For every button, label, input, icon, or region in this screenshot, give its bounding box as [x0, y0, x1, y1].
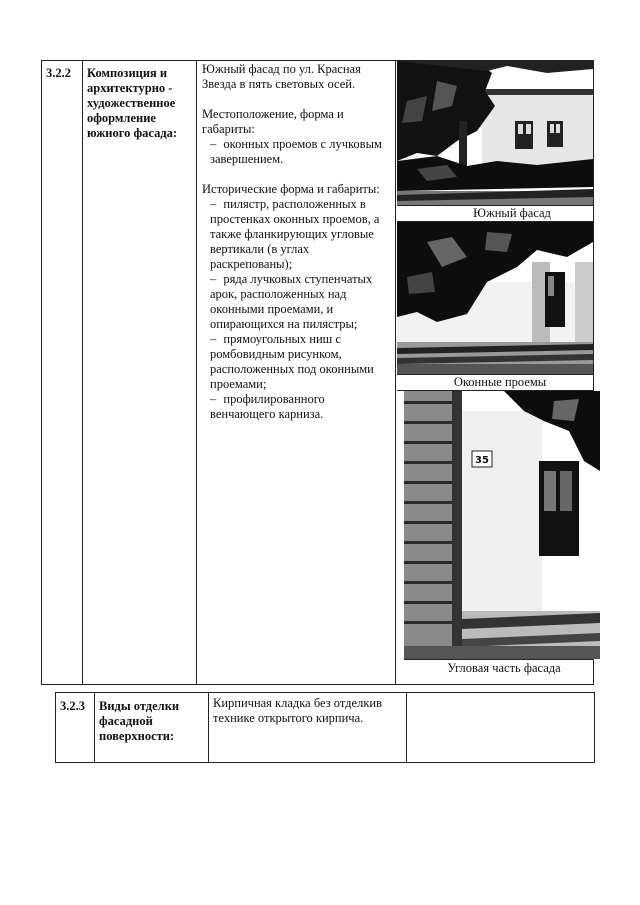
dash-marker: – — [210, 197, 217, 211]
list-item-text: ряда лучковых ступенчатых арок, расположенных над оконными проемами, и опирающихся на пилястры; — [210, 272, 373, 331]
row-description — [202, 62, 392, 422]
row-heading: Виды отделки фасадной поверхности: — [99, 699, 180, 743]
column-divider — [406, 692, 407, 763]
list-item — [202, 392, 392, 422]
corner-photo-icon — [404, 391, 600, 659]
list-item — [202, 272, 392, 332]
group1-title: Местоположение, форма и габариты: — [202, 107, 344, 136]
photo-caption: Угловая часть фасада — [447, 661, 561, 675]
list-item-text: прямоугольных ниш с ромбовидным рисунком, расположенных под оконными проемами; — [210, 332, 374, 391]
column-divider — [94, 692, 95, 763]
photo-caption: Южный фасад — [473, 206, 551, 220]
list-item-text: оконных проемов с лучковым завершением. — [210, 137, 382, 166]
list-item — [202, 197, 392, 272]
column-divider — [82, 60, 83, 685]
group1-list — [202, 137, 392, 167]
building-photo-icon — [397, 61, 593, 205]
svg-text:35: 35 — [475, 455, 489, 466]
photo-caption: Оконные проемы — [453, 375, 547, 389]
row-heading: Композиция и архитектурно - художественное оформление южного фасада: — [87, 66, 178, 140]
row-number: 3.2.2 — [46, 66, 71, 80]
list-item — [202, 332, 392, 392]
dash-marker: – — [210, 392, 217, 406]
intro-text: Южный фасад по ул. Красная Звезда в пять световых осей. — [202, 62, 361, 91]
window-photo-icon — [397, 222, 593, 374]
dash-marker: – — [210, 332, 217, 346]
group2-list — [202, 197, 392, 422]
dash-marker: – — [210, 272, 217, 286]
list-item — [202, 137, 392, 167]
list-item-text: профилированного венчающего карниза. — [210, 392, 325, 421]
column-divider — [208, 692, 209, 763]
column-divider — [395, 60, 396, 685]
group2-title: Исторические форма и габариты: — [202, 182, 380, 196]
row-number: 3.2.3 — [60, 699, 85, 713]
column-divider — [196, 60, 197, 685]
dash-marker: – — [210, 137, 217, 151]
list-item-text: пилястр, расположенных в простенках оконных проемов, а также фланкирующих угловые вертикали (в углах раскрепованы); — [210, 197, 380, 271]
photo-divider — [404, 659, 594, 660]
row-description: Кирпичная кладка без отделкив технике открытого кирпича. — [213, 696, 382, 725]
